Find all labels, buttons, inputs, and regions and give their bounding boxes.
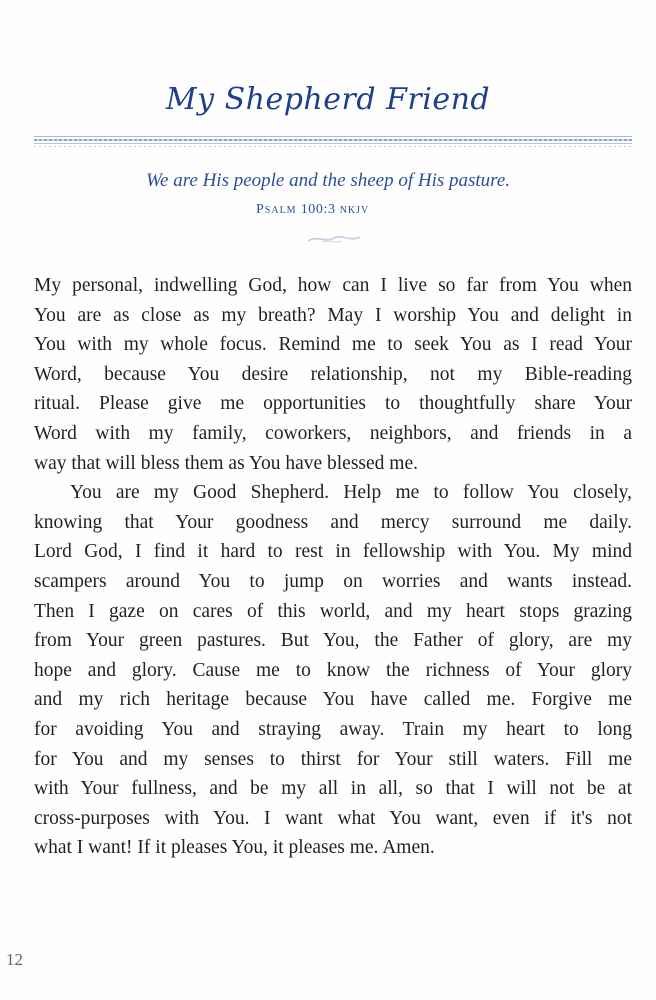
title-divider — [34, 134, 632, 148]
paragraph — [34, 271, 632, 478]
epigraph-citation — [256, 202, 369, 218]
page-title: My Shepherd Friend — [165, 82, 491, 117]
text-line: You are as close as my breath? May I worship You and delight in — [34, 304, 632, 326]
paragraph — [34, 478, 632, 863]
text-line: way that will bless them as You have blessed me. — [34, 452, 418, 474]
text-line: from Your green pastures. But You, the Father of glory, are my — [34, 630, 632, 652]
text-line: for You and my senses to thirst for Your still waters. Fill me — [34, 748, 632, 770]
divider-line — [34, 139, 632, 141]
text-line: knowing that Your goodness and mercy surround me daily. — [34, 511, 632, 533]
citation-reference: 100:3 — [300, 202, 336, 217]
text-line: You are my Good Shepherd. Help me to follow You closely, — [70, 482, 632, 504]
text-line: Lord God, I find it hard to rest in fellowship with You. My mind — [34, 541, 632, 563]
divider-line — [34, 136, 632, 137]
text-line: with Your fullness, and be my all in all, so that I will not be at — [34, 778, 632, 800]
epigraph-verse: We are His people and the sheep of His pasture. — [145, 170, 511, 191]
text-line: cross-purposes with You. I want what You want, even if it's not — [34, 807, 632, 829]
divider-line — [34, 146, 632, 147]
text-line: and my rich heritage because You have called me. Forgive me — [34, 689, 632, 711]
text-line: scampers around You to jump on worries and wants instead. — [34, 570, 632, 592]
text-line: Then I gaze on cares of this world, and my heart stops grazing — [34, 600, 632, 622]
text-line: hope and glory. Cause me to know the richness of Your glory — [34, 659, 632, 681]
citation-version: nkjv — [339, 202, 370, 217]
text-line: ritual. Please give me opportunities to thoughtfully share Your — [34, 393, 632, 415]
citation-book: Psalm — [256, 202, 297, 217]
text-line: Word with my family, coworkers, neighbors, and friends in a — [34, 422, 632, 444]
text-line: what I want! If it pleases You, it pleases me. Amen. — [34, 837, 435, 859]
text-line: Word, because You desire relationship, not my Bible-reading — [34, 363, 632, 385]
text-line: You with my whole focus. Remind me to seek You as I read Your — [34, 334, 632, 356]
page-number: 12 — [6, 950, 23, 969]
text-line: My personal, indwelling God, how can I live so far from You when — [34, 275, 632, 296]
prayer-body — [34, 271, 632, 863]
text-line: for avoiding You and straying away. Train my heart to long — [34, 718, 632, 740]
divider-line — [34, 143, 632, 144]
flourish-ornament-icon — [304, 232, 364, 246]
